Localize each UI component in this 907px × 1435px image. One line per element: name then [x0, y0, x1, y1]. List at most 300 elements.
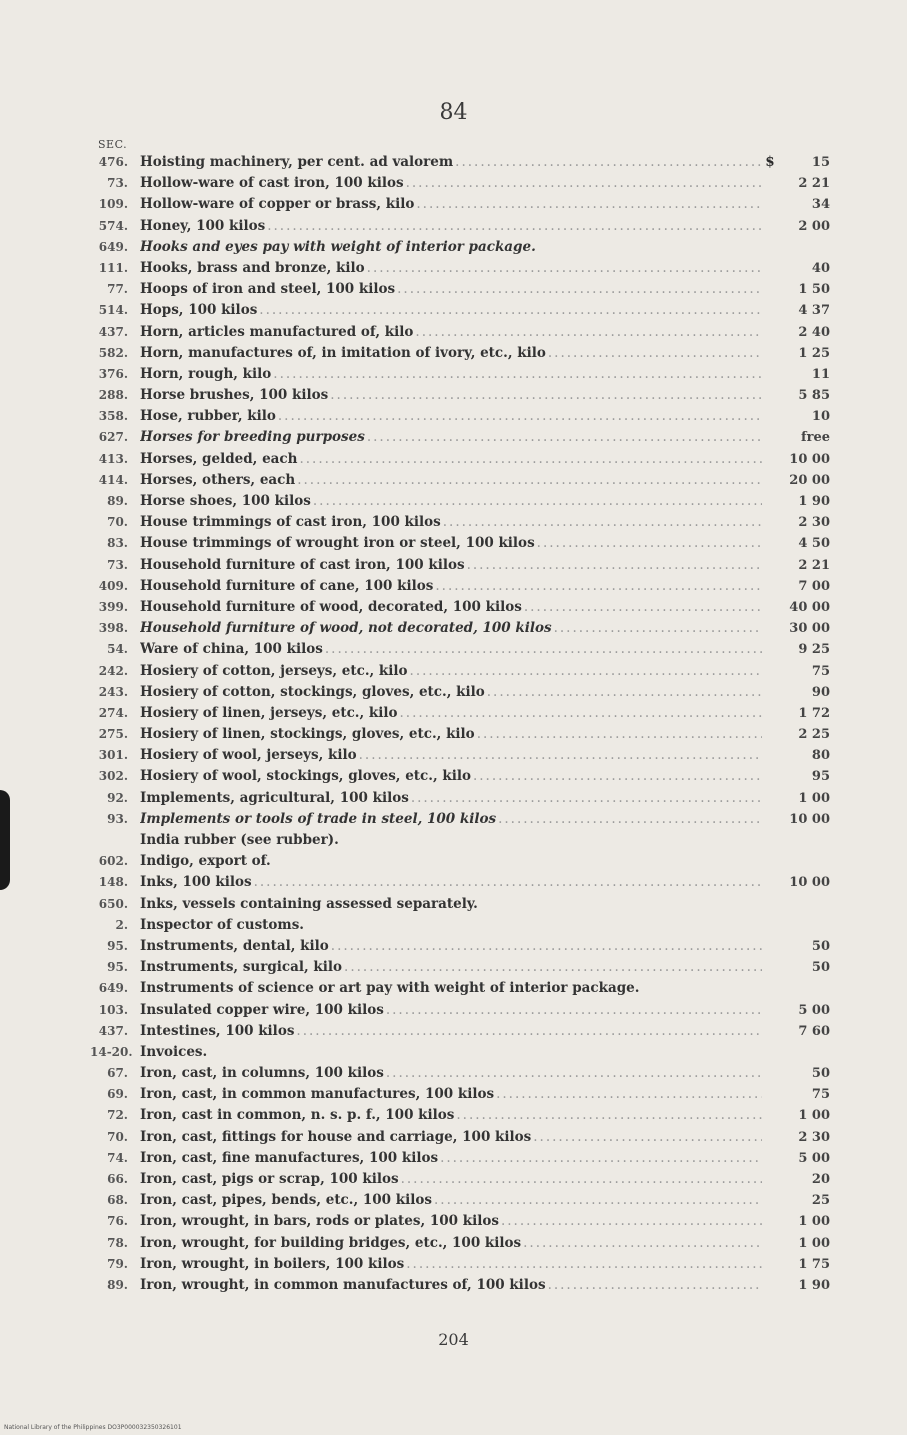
dot-leader: [416, 196, 762, 212]
duty-rate: 75: [811, 1087, 830, 1103]
dot-leader: [278, 408, 762, 424]
duty-rate: 50: [811, 938, 830, 954]
duty-rate: 5 00: [798, 1150, 830, 1166]
duty-rate: 15: [811, 155, 830, 170]
entry-description: [140, 1086, 762, 1102]
entry-description: [140, 620, 762, 636]
section-number: 93.: [107, 811, 128, 826]
list-item: [90, 790, 830, 811]
section-number: 54.: [107, 642, 128, 657]
section-number: 582.: [98, 345, 128, 360]
list-item: [90, 980, 830, 1001]
entry-description: [140, 1171, 762, 1187]
entry-text: Hose, rubber, kilo: [140, 408, 276, 425]
duty-rate: 2 25: [798, 727, 830, 743]
list-item: [90, 874, 830, 895]
entry-text: Iron, wrought, for building bridges, etc., 100 kilos: [140, 1234, 522, 1251]
entry-description: [140, 959, 762, 975]
list-item: [90, 196, 830, 217]
entry-text: Indigo, export of.: [140, 853, 271, 870]
entry-text: Ware of china, 100 kilos: [140, 641, 323, 658]
dot-leader: [297, 472, 762, 488]
dot-leader: [487, 684, 762, 700]
section-number: 70.: [107, 1129, 128, 1144]
duty-rate: 34: [811, 197, 830, 213]
entry-description: [140, 768, 762, 784]
entry-text: Hosiery of cotton, jerseys, etc., kilo: [140, 662, 408, 679]
dot-leader: [473, 768, 762, 784]
list-item: [90, 599, 830, 620]
list-item: [90, 578, 830, 599]
dot-leader: [498, 811, 762, 827]
entry-text: Household furniture of wood, not decorated, 100 kilos: [140, 620, 552, 637]
list-item: [90, 154, 830, 175]
section-number: 574.: [98, 218, 128, 233]
entry-text: Iron, cast, fine manufactures, 100 kilos: [140, 1149, 439, 1166]
section-number: 650.: [98, 896, 128, 911]
duty-rate: 2 00: [798, 218, 830, 234]
entry-description: [140, 1023, 762, 1039]
dot-leader: [411, 790, 762, 806]
entry-description: [140, 1277, 762, 1293]
list-item: [90, 1277, 830, 1298]
entry-description: [140, 196, 762, 212]
entry-description: [140, 345, 762, 361]
section-number: 414.: [98, 472, 128, 487]
page-number-bottom: 204: [438, 1330, 469, 1349]
duty-rate: 50: [811, 960, 830, 976]
entry-description: [140, 324, 762, 340]
list-item: [90, 408, 830, 429]
dot-leader: [410, 663, 762, 679]
section-number: 67.: [107, 1066, 128, 1081]
duty-rate: 1 00: [798, 1214, 830, 1230]
duty-rate: 50: [811, 1066, 830, 1082]
duty-rate: 10: [811, 409, 830, 425]
entry-text: Hosiery of wool, jerseys, kilo: [140, 747, 357, 764]
dot-leader: [406, 175, 762, 191]
dot-leader: [554, 620, 762, 636]
section-number: 274.: [98, 705, 128, 720]
entry-description: [140, 472, 762, 488]
entry-text: Inspector of customs.: [140, 916, 305, 933]
entry-description: [140, 1002, 762, 1018]
dot-leader: [296, 1023, 762, 1039]
duty-rate: 2 21: [798, 557, 830, 573]
section-number: 399.: [98, 599, 128, 614]
entry-description: [140, 790, 762, 806]
dot-leader: [467, 557, 762, 573]
duty-rate: 7 00: [798, 578, 830, 594]
duty-rate: 11: [811, 366, 830, 382]
section-number: 92.: [107, 790, 128, 805]
section-number: 95.: [107, 938, 128, 953]
list-item: [90, 1192, 830, 1213]
entry-description: [140, 684, 762, 700]
entry-text: Hosiery of wool, stockings, gloves, etc., kilo: [140, 768, 471, 785]
list-item: [90, 366, 830, 387]
entry-text: Iron, cast, pipes, bends, etc., 100 kilos: [140, 1192, 432, 1209]
entry-text: Horse brushes, 100 kilos: [140, 387, 329, 404]
entry-description: [140, 387, 762, 403]
section-number: 649.: [98, 981, 128, 996]
page-number-top: 84: [439, 100, 468, 125]
list-item: [90, 917, 830, 938]
dot-leader: [359, 747, 762, 763]
dot-leader: [548, 1277, 762, 1293]
list-item: [90, 493, 830, 514]
list-item: [90, 1129, 830, 1150]
entry-text: Household furniture of wood, decorated, 100 kilos: [140, 598, 522, 615]
duty-rate: 1 75: [798, 1256, 830, 1272]
dot-leader: [273, 366, 762, 382]
entry-description: [140, 1150, 762, 1166]
list-item: [90, 938, 830, 959]
section-number: 437.: [98, 324, 128, 339]
duty-rate: 10 00: [789, 811, 830, 827]
entry-text: Inks, 100 kilos: [140, 874, 252, 891]
list-item: [90, 175, 830, 196]
dot-leader: [456, 1107, 762, 1123]
section-number: 70.: [107, 515, 128, 530]
list-item: [90, 218, 830, 239]
section-number: 627.: [98, 430, 128, 445]
section-number: 148.: [98, 875, 128, 890]
section-number: 413.: [98, 451, 128, 466]
entry-text: Hoops of iron and steel, 100 kilos: [140, 281, 396, 298]
section-number: 409.: [98, 578, 128, 593]
duty-rate: 9 25: [798, 642, 830, 658]
list-item: [90, 1213, 830, 1234]
list-item: [90, 387, 830, 408]
duty-rate: 10 00: [789, 451, 830, 467]
section-number: 275.: [98, 727, 128, 742]
entry-description: [140, 896, 762, 912]
entry-text: Horses, gelded, each: [140, 450, 298, 467]
entry-text: Insulated copper wire, 100 kilos: [140, 1001, 384, 1018]
list-item: [90, 557, 830, 578]
entry-text: India rubber (see rubber).: [140, 832, 339, 848]
list-item: [90, 1023, 830, 1044]
dot-leader: [254, 874, 762, 890]
duty-rate: 40: [811, 260, 830, 276]
entry-description: [140, 1065, 762, 1081]
list-item: [90, 281, 830, 302]
entry-description: [140, 281, 762, 297]
currency-symbol: $: [765, 154, 775, 170]
entry-description: [140, 1213, 762, 1229]
entry-description: [140, 917, 762, 933]
section-number: 72.: [107, 1108, 128, 1123]
entry-text: Implements or tools of trade in steel, 100 kilos: [140, 810, 497, 827]
section-number: 301.: [98, 748, 128, 763]
dot-leader: [443, 514, 762, 530]
dot-leader: [386, 1065, 762, 1081]
entry-text: Inks, vessels containing assessed separately.: [140, 895, 478, 912]
entry-text: Household furniture of cast iron, 100 kilos: [140, 556, 465, 573]
entry-text: Implements, agricultural, 100 kilos: [140, 789, 409, 806]
entry-text: Iron, cast in common, n. s. p. f., 100 kilos: [140, 1107, 455, 1124]
section-number: 79.: [107, 1256, 128, 1271]
entry-description: [140, 938, 762, 954]
entry-text: Horn, articles manufactured of, kilo: [140, 323, 414, 340]
entry-description: [140, 663, 762, 679]
dot-leader: [523, 1235, 762, 1251]
entry-text: Household furniture of cane, 100 kilos: [140, 577, 434, 594]
entry-description: [140, 514, 762, 530]
entry-text: Hosiery of linen, stockings, gloves, etc., kilo: [140, 726, 475, 743]
entry-text: Honey, 100 kilos: [140, 217, 266, 234]
entry-text: Iron, wrought, in boilers, 100 kilos: [140, 1255, 405, 1272]
section-number: 76.: [107, 1214, 128, 1229]
duty-rate: 7 60: [798, 1023, 830, 1039]
dot-leader: [533, 1129, 762, 1145]
entry-description: [140, 832, 762, 848]
list-item: [90, 747, 830, 768]
tariff-entries-list: [90, 154, 830, 1298]
entry-text: Intestines, 100 kilos: [140, 1022, 295, 1039]
dot-leader: [299, 451, 762, 467]
sec-column-header: SEC.: [98, 138, 128, 151]
section-number: 243.: [98, 684, 128, 699]
duty-rate: 20 00: [789, 472, 830, 488]
duty-rate: free: [801, 430, 830, 446]
dot-leader: [267, 218, 762, 234]
section-number: 109.: [98, 197, 128, 212]
section-number: 89.: [107, 494, 128, 508]
section-number: 476.: [98, 155, 128, 169]
list-item: [90, 1235, 830, 1256]
entry-description: [140, 1235, 762, 1251]
entry-text: House trimmings of cast iron, 100 kilos: [140, 514, 441, 531]
duty-rate: 90: [811, 684, 830, 700]
dot-leader: [325, 641, 762, 657]
entry-description: [140, 218, 762, 234]
entry-text: Instruments, surgical, kilo: [140, 959, 343, 976]
duty-rate: 4 37: [798, 303, 830, 319]
list-item: [90, 853, 830, 874]
list-item: [90, 514, 830, 535]
section-number: 95.: [107, 960, 128, 975]
duty-rate: 95: [811, 769, 830, 785]
dot-leader: [386, 1002, 762, 1018]
dot-leader: [537, 535, 762, 551]
duty-rate: 1 90: [798, 1277, 830, 1293]
duty-rate: 2 40: [798, 324, 830, 340]
duty-rate: 5 85: [798, 388, 830, 404]
entry-description: [140, 429, 762, 445]
entry-description: [140, 408, 762, 424]
duty-rate: 10 00: [789, 875, 830, 891]
entry-description: [140, 1192, 762, 1208]
list-item: [90, 641, 830, 662]
section-number: 242.: [98, 663, 128, 678]
section-number: 69.: [107, 1087, 128, 1102]
list-item: [90, 1065, 830, 1086]
dot-leader: [397, 281, 762, 297]
duty-rate: 40 00: [789, 599, 830, 615]
entry-description: [140, 451, 762, 467]
section-number: 514.: [98, 303, 128, 318]
entry-text: Hooks and eyes pay with weight of interior package.: [140, 238, 536, 255]
list-item: [90, 768, 830, 789]
dot-leader: [435, 578, 762, 594]
list-item: [90, 1002, 830, 1023]
list-item: [90, 1256, 830, 1277]
entry-text: Hoisting machinery, per cent. ad valorem: [140, 154, 454, 170]
list-item: [90, 1171, 830, 1192]
duty-rate: 1 25: [798, 345, 830, 361]
entry-description: [140, 811, 762, 827]
entry-text: Iron, cast, fittings for house and carriage, 100 kilos: [140, 1128, 532, 1145]
section-number: 78.: [107, 1235, 128, 1250]
dot-leader: [524, 599, 762, 615]
section-number: 302.: [98, 769, 128, 784]
entry-description: [140, 874, 762, 890]
list-item: [90, 620, 830, 641]
dot-leader: [434, 1192, 762, 1208]
duty-rate: 2 21: [798, 176, 830, 192]
list-item: [90, 1044, 830, 1065]
list-item: [90, 345, 830, 366]
entry-text: Iron, cast, in common manufactures, 100 kilos: [140, 1086, 495, 1103]
section-number: 288.: [98, 388, 128, 403]
binding-shadow: [0, 790, 10, 890]
dot-leader: [400, 705, 762, 721]
entry-description: [140, 535, 762, 551]
section-number: 602.: [98, 854, 128, 869]
entry-text: Hosiery of linen, jerseys, etc., kilo: [140, 704, 398, 721]
duty-rate: 1 00: [798, 790, 830, 806]
dot-leader: [330, 387, 762, 403]
section-number: 111.: [98, 260, 128, 275]
dot-leader: [331, 938, 762, 954]
entry-text: Instruments of science or art pay with weight of interior package.: [140, 980, 640, 997]
dot-leader: [344, 959, 762, 975]
duty-rate: 2 30: [798, 1129, 830, 1145]
list-item: [90, 429, 830, 450]
entry-text: Horse shoes, 100 kilos: [140, 493, 311, 509]
duty-rate: 20: [811, 1172, 830, 1187]
entry-description: [140, 1129, 762, 1145]
list-item: [90, 1107, 830, 1128]
duty-rate: 1 00: [798, 1235, 830, 1251]
dot-leader: [440, 1150, 762, 1166]
list-item: [90, 1086, 830, 1107]
section-number: 74.: [107, 1150, 128, 1165]
entry-description: [140, 260, 762, 276]
list-item: [90, 832, 830, 853]
entry-text: Hops, 100 kilos: [140, 302, 258, 319]
entry-description: [140, 175, 762, 191]
entry-text: Iron, cast, in columns, 100 kilos: [140, 1065, 384, 1082]
section-number: 398.: [98, 621, 128, 636]
duty-rate: 2 30: [798, 515, 830, 531]
list-item: [90, 663, 830, 684]
entry-description: [140, 154, 762, 170]
entry-description: [140, 1107, 762, 1123]
entry-text: Invoices.: [140, 1043, 208, 1060]
list-item: [90, 535, 830, 556]
list-item: [90, 896, 830, 917]
section-number: 376.: [98, 366, 128, 381]
list-item: [90, 959, 830, 980]
entry-description: [140, 493, 762, 509]
entry-text: Hollow-ware of copper or brass, kilo: [140, 196, 415, 213]
duty-rate: 5 00: [798, 1002, 830, 1018]
list-item: [90, 260, 830, 281]
section-number: 89.: [107, 1277, 128, 1292]
section-number: 103.: [98, 1002, 128, 1017]
entry-text: Horses for breeding purposes: [140, 429, 365, 446]
entry-description: [140, 239, 762, 255]
section-number: 77.: [107, 282, 128, 297]
entry-text: Hosiery of cotton, stockings, gloves, etc., kilo: [140, 683, 485, 700]
entry-text: Iron, cast, pigs or scrap, 100 kilos: [140, 1171, 399, 1187]
dot-leader: [496, 1086, 762, 1102]
archive-footer: National Library of the Philippines DO3P000032350326101: [4, 1424, 182, 1431]
section-number: 68.: [107, 1193, 128, 1208]
dot-leader: [367, 429, 762, 445]
list-item: [90, 705, 830, 726]
list-item: [90, 451, 830, 472]
list-item: [90, 684, 830, 705]
dot-leader: [477, 726, 762, 742]
dot-leader: [259, 302, 762, 318]
section-number: 437.: [98, 1023, 128, 1038]
entry-description: [140, 557, 762, 573]
list-item: [90, 302, 830, 323]
dot-leader: [367, 260, 762, 276]
list-item: [90, 324, 830, 345]
section-number: 649.: [98, 239, 128, 254]
duty-rate: 25: [811, 1193, 830, 1209]
dot-leader: [455, 154, 762, 170]
section-number: 2.: [115, 917, 128, 932]
entry-text: House trimmings of wrought iron or steel, 100 kilos: [140, 535, 535, 552]
entry-description: [140, 599, 762, 615]
list-item: [90, 811, 830, 832]
section-number: 73.: [107, 557, 128, 572]
section-number: 83.: [107, 536, 128, 551]
list-item: [90, 239, 830, 260]
entry-description: [140, 853, 762, 869]
entry-description: [140, 705, 762, 721]
entry-description: [140, 578, 762, 594]
duty-rate: 1 72: [798, 705, 830, 721]
duty-rate: 4 50: [798, 536, 830, 552]
section-number: 14-20.: [90, 1044, 133, 1059]
entry-text: Horn, rough, kilo: [140, 365, 272, 382]
duty-rate: 80: [811, 748, 830, 764]
entry-text: Horses, others, each: [140, 471, 296, 488]
entry-text: Horn, manufactures of, in imitation of ivory, etc., kilo: [140, 344, 546, 361]
dot-leader: [415, 324, 762, 340]
section-number: 66.: [107, 1172, 128, 1186]
dot-leader: [548, 345, 762, 361]
list-item: [90, 726, 830, 747]
entry-description: [140, 1044, 762, 1060]
section-number: 358.: [98, 409, 128, 424]
dot-leader: [313, 493, 762, 509]
entry-description: [140, 302, 762, 318]
entry-text: Iron, wrought, in bars, rods or plates, 100 kilos: [140, 1213, 499, 1230]
entry-description: [140, 1256, 762, 1272]
entry-description: [140, 980, 762, 996]
duty-rate: 1 90: [798, 494, 830, 509]
dot-leader: [501, 1213, 762, 1229]
dot-leader: [401, 1171, 762, 1187]
